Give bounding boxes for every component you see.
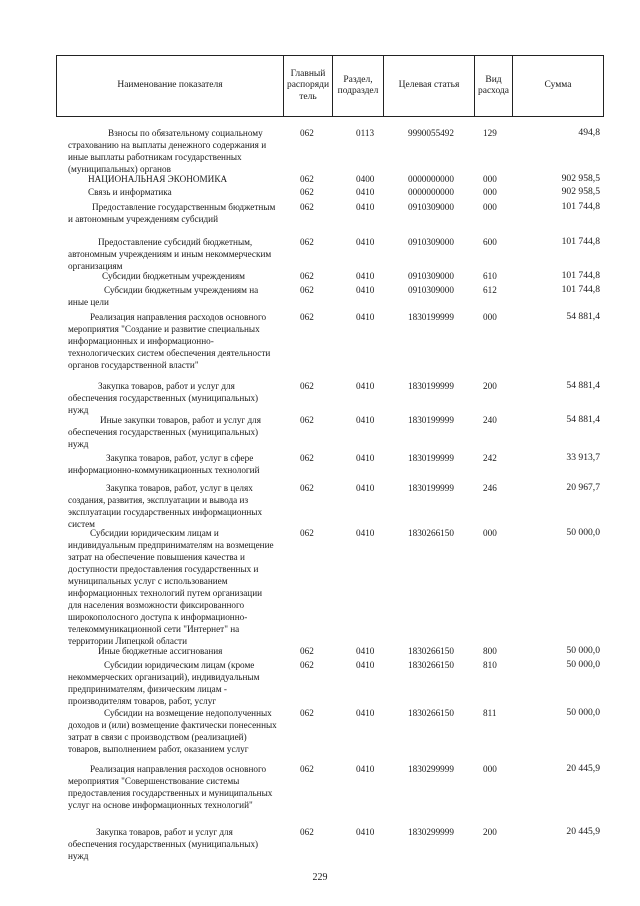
row-name: НАЦИОНАЛЬНАЯ ЭКОНОМИКА [88, 174, 228, 184]
row-name: Субсидии на возмещение недополученных доходов и (или) возмещение фактически понесенных затрат в связи с производством (реализацией) товаров, выполнением работ, оказанием услуг [68, 708, 277, 754]
table-row [0, 414, 640, 449]
row-target-item: 1830299999 [408, 827, 454, 837]
row-sum: 902 958,5 [561, 186, 600, 197]
table-row [0, 645, 640, 657]
row-chief-manager: 062 [300, 453, 314, 463]
row-target-item: 1830199999 [408, 381, 454, 391]
row-section: 0410 [356, 453, 375, 463]
row-chief-manager: 062 [300, 128, 314, 138]
row-section: 0410 [356, 271, 375, 281]
row-section: 0410 [356, 764, 375, 774]
row-expense-type: 612 [483, 285, 497, 295]
row-chief-manager: 062 [300, 174, 314, 184]
row-sum: 101 744,8 [561, 284, 600, 295]
header-target-item: Целевая статья [384, 56, 475, 116]
header-name: Наименование показателя [57, 56, 284, 116]
table-row [0, 380, 640, 415]
table-row [0, 236, 640, 271]
row-section: 0410 [356, 312, 375, 322]
row-target-item: 1830199999 [408, 453, 454, 463]
row-target-item: 0000000000 [408, 174, 454, 184]
row-chief-manager: 062 [300, 646, 314, 656]
row-chief-manager: 062 [300, 202, 314, 212]
row-expense-type: 000 [483, 764, 497, 774]
row-section: 0113 [356, 128, 375, 138]
row-sum: 54 881,4 [566, 414, 600, 425]
row-chief-manager: 062 [300, 764, 314, 774]
row-section: 0410 [356, 285, 375, 295]
row-chief-manager: 062 [300, 285, 314, 295]
row-sum: 50 000,0 [566, 659, 600, 670]
row-sum: 101 744,8 [561, 201, 600, 212]
row-section: 0410 [356, 827, 375, 837]
row-chief-manager: 062 [300, 237, 314, 247]
table-row [0, 826, 640, 861]
row-name: Закупка товаров, работ, услуг в сфере информационно-коммуникационных технологий [68, 453, 260, 475]
table-row [0, 284, 640, 307]
table-row [0, 452, 640, 475]
row-sum: 50 000,0 [566, 707, 600, 718]
header-sum: Сумма [544, 80, 572, 91]
row-chief-manager: 062 [300, 415, 314, 425]
row-chief-manager: 062 [300, 827, 314, 837]
row-target-item: 1830266150 [408, 646, 454, 656]
row-sum: 50 000,0 [566, 527, 600, 538]
row-section: 0410 [356, 660, 375, 670]
row-name: Иные бюджетные ассигнования [98, 646, 223, 656]
row-target-item: 1830266150 [408, 708, 454, 718]
row-target-item: 0000000000 [408, 187, 454, 197]
row-target-item: 0910309000 [408, 202, 454, 212]
row-expense-type: 246 [483, 483, 497, 493]
table-row [0, 311, 640, 370]
row-expense-type: 000 [483, 174, 497, 184]
table-row [0, 270, 640, 282]
table-row [0, 186, 640, 198]
row-target-item: 9990055492 [408, 128, 454, 138]
row-sum: 902 958,5 [561, 173, 600, 184]
row-sum: 20 445,9 [566, 763, 600, 774]
row-section: 0410 [356, 237, 375, 247]
row-expense-type: 811 [483, 708, 497, 718]
row-name: Реализация направления расходов основного мероприятия "Создание и развитие специальных информационных и информационно- технологических систем обеспечения деятельности органов государственной власти" [68, 312, 271, 370]
row-target-item: 0910309000 [408, 237, 454, 247]
row-name: Субсидии бюджетным учреждениям [102, 271, 245, 281]
row-expense-type: 000 [483, 187, 497, 197]
row-chief-manager: 062 [300, 271, 314, 281]
row-expense-type: 800 [483, 646, 497, 656]
row-name: Субсидии бюджетным учреждениям на иные цели [68, 285, 259, 307]
row-name: Связь и информатика [88, 187, 172, 197]
row-target-item: 1830199999 [408, 312, 454, 322]
row-section: 0410 [356, 202, 375, 212]
row-sum: 20 445,9 [566, 826, 600, 837]
row-section: 0410 [356, 415, 375, 425]
row-section: 0410 [356, 528, 375, 538]
table-row [0, 127, 640, 174]
row-sum: 494,8 [578, 127, 600, 138]
table-row [0, 659, 640, 706]
row-sum: 54 881,4 [566, 311, 600, 322]
row-name: Предоставление государственным бюджетным и автономным учреждениям субсидий [68, 202, 276, 224]
row-target-item: 1830266150 [408, 528, 454, 538]
row-target-item: 1830266150 [408, 660, 454, 670]
row-expense-type: 200 [483, 381, 497, 391]
row-name: Реализация направления расходов основного мероприятия "Совершенствование системы предоставления государственных и муниципальных услуг на основе информационных технологий" [68, 764, 273, 810]
row-expense-type: 810 [483, 660, 497, 670]
row-expense-type: 200 [483, 827, 497, 837]
row-section: 0400 [356, 174, 375, 184]
table-row [0, 201, 640, 224]
table-row [0, 527, 640, 646]
header-chief-manager: Главный распоряди тель [284, 56, 333, 116]
row-target-item: 1830199999 [408, 483, 454, 493]
row-name: Закупка товаров, работ, услуг в целях создания, развития, эксплуатации и вывода из эксплуатации государственных информационных систем [68, 483, 263, 529]
row-expense-type: 000 [483, 202, 497, 212]
row-sum: 20 967,7 [566, 482, 600, 493]
table-row [0, 763, 640, 810]
row-name: Субсидии юридическим лицам и индивидуальным предпринимателям на возмещение затрат на обеспечение повышения качества и доступности предоставления государственных и муниципальных услуг с использованием информационных технологий путем организации для населения возможности фиксированного широкополосного доступа к информационно- телекоммуникационной сети "Интернет" на территории Липецкой области [68, 528, 274, 646]
row-name: Взносы по обязательному социальному страхованию на выплаты денежного содержания и иные выплаты работникам государственных (муниципальных) органов [68, 128, 267, 174]
row-expense-type: 000 [483, 528, 497, 538]
row-chief-manager: 062 [300, 483, 314, 493]
row-sum: 101 744,8 [561, 270, 600, 281]
row-name: Иные закупки товаров, работ и услуг для обеспечения государственных (муниципальных) нужд [68, 415, 261, 449]
row-chief-manager: 062 [300, 528, 314, 538]
row-expense-type: 000 [483, 312, 497, 322]
row-target-item: 1830299999 [408, 764, 454, 774]
row-sum: 33 913,7 [566, 452, 600, 463]
row-name: Закупка товаров, работ и услуг для обеспечения государственных (муниципальных) нужд [68, 381, 259, 415]
table-row [0, 707, 640, 754]
row-name: Предоставление субсидий бюджетным, автономным учреждениям и иным некоммерческим организациям [68, 237, 272, 271]
row-expense-type: 240 [483, 415, 497, 425]
row-chief-manager: 062 [300, 312, 314, 322]
row-section: 0410 [356, 483, 375, 493]
row-chief-manager: 062 [300, 708, 314, 718]
row-target-item: 1830199999 [408, 415, 454, 425]
row-target-item: 0910309000 [408, 285, 454, 295]
row-sum: 101 744,8 [561, 236, 600, 247]
row-name: Субсидии юридическим лицам (кроме некоммерческих организаций), индивидуальным предпринимателям, физическим лицам - производителям товаров, работ, услуг [68, 660, 260, 706]
row-section: 0410 [356, 708, 375, 718]
table-row [0, 482, 640, 529]
table-row [0, 173, 640, 185]
row-chief-manager: 062 [300, 187, 314, 197]
header-expense-type: Вид расхода [475, 56, 513, 116]
row-section: 0410 [356, 646, 375, 656]
row-expense-type: 610 [483, 271, 497, 281]
row-target-item: 0910309000 [408, 271, 454, 281]
row-sum: 50 000,0 [566, 645, 600, 656]
row-expense-type: 242 [483, 453, 497, 463]
page-number: 229 [312, 872, 328, 883]
row-sum: 54 881,4 [566, 380, 600, 391]
row-section: 0410 [356, 187, 375, 197]
row-expense-type: 600 [483, 237, 497, 247]
row-chief-manager: 062 [300, 660, 314, 670]
row-name: Закупка товаров, работ и услуг для обеспечения государственных (муниципальных) нужд [68, 827, 259, 861]
row-section: 0410 [356, 381, 375, 391]
row-chief-manager: 062 [300, 381, 314, 391]
header-section: Раздел, подраздел [333, 56, 384, 116]
row-expense-type: 129 [483, 128, 497, 138]
